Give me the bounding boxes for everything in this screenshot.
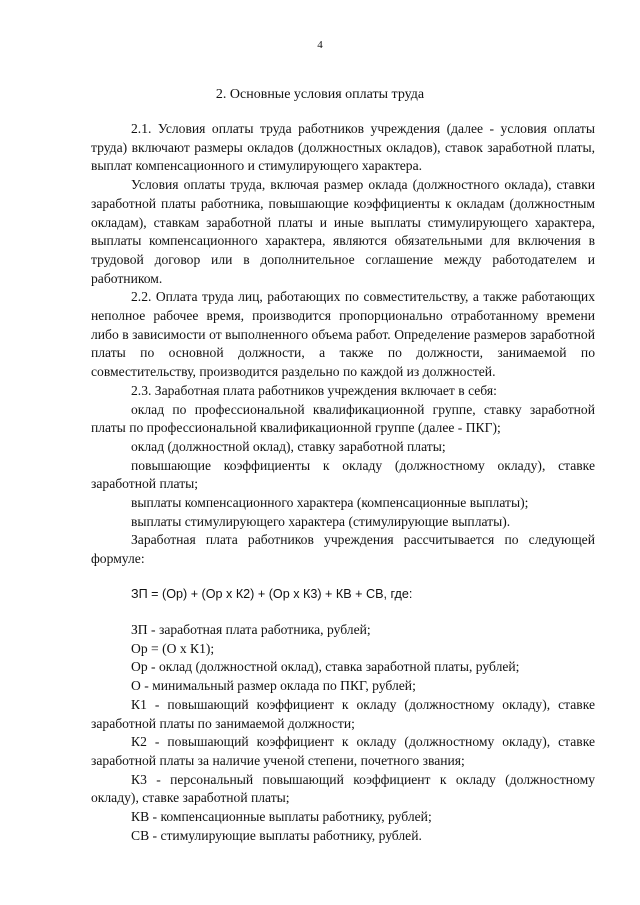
salary-formula: ЗП = (Ор) + (Ор х К2) + (Ор х К3) + КВ + СВ, где: — [131, 587, 413, 601]
formula-legend — [91, 621, 595, 845]
legend-item-o: О - минимальный размер оклада по ПКГ, рублей; — [131, 678, 416, 694]
section-heading: 2. Основные условия оплаты труда — [215, 87, 425, 102]
legend-item-zp: ЗП - заработная плата работника, рублей; — [131, 622, 371, 637]
legend-item-k3: К3 - персональный повышающий коэффициент к окладу (должностному окладу), ставке заработной платы; — [91, 771, 595, 806]
legend-item-sv: СВ - стимулирующие выплаты работнику, рублей. — [131, 827, 422, 843]
paragraph-2-1: 2.1. Условия оплаты труда работников учреждения (далее - условия оплаты труда) включают размеры окладов (должностных окладов), ставок заработной платы, выплат компенсационного и стимулирующего характера. — [91, 121, 595, 174]
legend-item-kv: КВ - компенсационные выплаты работнику, рублей; — [131, 809, 432, 825]
list-item-compensation: выплаты компенсационного характера (компенсационные выплаты); — [131, 495, 529, 511]
legend-item-or: Ор - оклад (должностной оклад), ставка заработной платы, рублей; — [131, 659, 520, 675]
list-item-incentive: выплаты стимулирующего характера (стимулирующие выплаты). — [131, 513, 511, 529]
paragraph-formula-intro: Заработная плата работников учреждения рассчитывается по следующей формуле: — [91, 532, 595, 567]
legend-item-or-formula: Ор = (О х К1); — [131, 640, 215, 656]
paragraph-conditions: Условия оплаты труда, включая размер оклада (должностного оклада), ставки заработной платы работника, повышающие коэффициенты к окладам (должностным окладам), ставкам заработной платы и иные выплаты стимулирующего характера, выплаты компенсационного характера, являются обязательными для включения в трудовой договор или в дополнительное соглашение между работодателем и работником. — [91, 177, 595, 286]
legend-item-k2: К2 - повышающий коэффициент к окладу (должностному окладу), ставке заработной платы за наличие ученой степени, почетного звания; — [91, 734, 595, 768]
page-number: 4 — [317, 39, 323, 51]
list-item-coefficients: повышающие коэффициенты к окладу (должностному окладу), ставке заработной платы; — [91, 457, 595, 492]
list-item-pkg-salary: оклад по профессиональной квалификационной группе, ставку заработной платы по профессиональной квалификационной группе (далее - ПКГ); — [91, 401, 595, 436]
legend-item-k1: К1 - повышающий коэффициент к окладу (должностному окладу), ставке заработной платы по занимаемой должности; — [91, 696, 595, 731]
list-item-salary: оклад (должностной оклад), ставку заработной платы; — [131, 438, 446, 454]
paragraph-2-3: 2.3. Заработная плата работников учреждения включает в себя: — [131, 382, 497, 398]
body-text — [91, 120, 595, 569]
paragraph-2-2: 2.2. Оплата труда лиц, работающих по совместительству, а также работающих неполное рабочее время, производится пропорционально отработанному времени либо в зависимости от выполненного объема работ. Определение размеров заработной платы по основной должности, а также по должности, занимаемой по совместительству, производится раздельно по каждой из должностей. — [91, 289, 595, 380]
